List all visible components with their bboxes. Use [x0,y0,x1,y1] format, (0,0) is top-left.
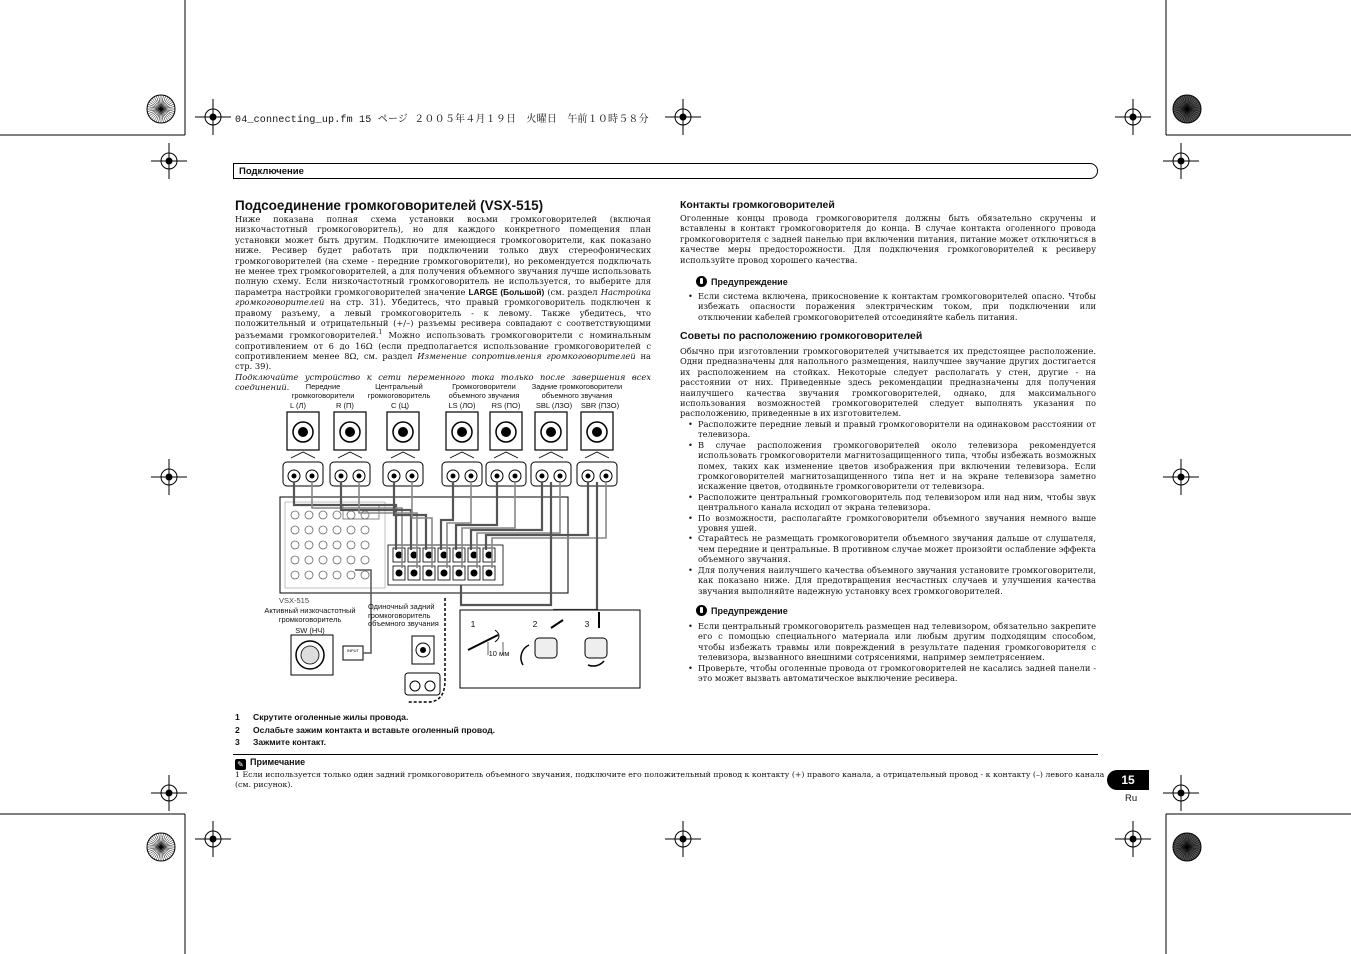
intro-paragraph: Ниже показана полная схема установки восьми громкоговорителей (включая низкочастотный громкоговоритель), но для каждого конкретного помещения план установки может быть другим. Подключите имеющиеся громкоговорители, как показано ниже. Ресивер будет работать при подключении только двух стереофонических громкоговорителей (на схеме - передние громкоговорители), но рекомендуется подключать не менее трех громкоговорителей, а для получения объемного звучания лучше использовать полную схему. Если низкочастотный громкоговоритель не используется, то выберите для параметра настройки громкоговорителей значение LARGE (Большой) (см. раздел Настройка громкоговорителей на стр. 31). Убедитесь, что правый громкоговоритель подключен к правому разъему, а левый громкоговоритель - к левому. Также убедитесь, что положительный и отрицательный (+/–) разъемы ресивера совпадают с соответствующими разъемами громкоговорителей.$^1$ Можно использовать громкоговорители с номинальным сопротивлением от 6 до 16Ω (если предполагается использование громкоговорителей с сопротивлением менее 8Ω, см. раздел Изменение сопротивления громкоговорителей на стр. 39). [235,214,652,372]
speaker-terminal [383,462,423,486]
channel-rs: RS (ПО) [491,401,521,410]
warning-2-heading: Предупреждение [696,605,788,616]
intro-text [235,214,651,393]
input-label: INPUT [347,648,359,653]
warning-1-list [680,291,1096,322]
crosshair-mark [1163,459,1199,495]
speaker [387,412,419,458]
warning-icon [696,276,707,287]
crosshair-mark [195,99,231,135]
speaker-terminal [442,462,482,486]
inset-step-2: 2 [532,619,538,629]
section-tab: Подключение [233,163,1098,179]
channel-sbr: SBR (ПЗО) [580,401,620,410]
sw-channel: SW (НЧ) [295,626,325,635]
crosshair-mark [151,459,187,495]
channel-r: R (П) [336,401,354,410]
speaker [535,412,567,458]
crosshair-mark [151,143,187,179]
warning-1-heading: Предупреждение [696,276,788,287]
speaker [581,412,613,458]
footnote-text: 1 Если используется только один задний громкоговоритель объемного звучания, подключите его положительный провод к контакту (+) правого канала, а отрицательный провод - к контакту (–) левого канала (см. рисунок). [235,770,1105,789]
tips-title: Советы по расположению громкоговорителей [680,330,923,342]
file-header: 04_connecting_up.fm 15 ページ ２００５年４月１９日 火曜日 午前１０時５８分 [235,115,649,126]
mains-warning: Подключайте устройство к сети переменного тока только после завершения всех соединений. [235,371,651,393]
tips-list [680,419,1096,596]
crosshair-mark [1163,143,1199,179]
contacts-title: Контакты громкоговорителей [680,199,835,211]
center-speaker-label: Центральный громкоговоритель [367,382,431,400]
surround-back-speakers-label: Задние громкоговорители объемного звучания [531,382,623,400]
terminal [483,548,495,562]
speaker [287,412,319,458]
terminal [438,548,450,562]
terminal [408,566,420,580]
list-item: • Проверьте, чтобы оголенные провода от громкоговорителей не касались задней панели - это может вызвать автоматическое выключение ресивера. [680,663,1096,684]
page-title: Подсоединение громкоговорителей (VSX-515) [235,198,544,213]
wiring-diagram [233,380,643,710]
terminal [423,548,435,562]
crosshair-mark [151,775,187,811]
terminal [408,548,420,562]
tips-text: Обычно при изготовлении громкоговорителей учитывается их предстоящее расположение. Одни предназначены для напольного размещения, наилучшее звучание других достигается их расположением на стойках. Некоторые следует располагать у стен, другие - на расстоянии от них. Приведенные здесь рекомендации предназначены для получения наилучшего качества звучания громкоговорителей, однако, для максимального использования возможностей громкоговорителей следует выполнять указания по расположению, приведенные в их изготовителем. [680,346,1096,419]
speaker [490,412,522,458]
channel-c: C (Ц) [390,401,410,410]
warning-icon [696,605,707,616]
terminal [393,548,405,562]
list-item: • Расположите центральный громкоговоритель под телевизором или над ним, чтобы звук центрального канала исходил от экрана телевизора. [680,492,1096,513]
terminal [393,566,405,580]
step-item: 2 Ослабьте зажим контакта и вставьте оголенный провод. [235,724,496,735]
speaker [446,412,478,458]
speaker-terminals [283,462,617,486]
page-number: 15 [1107,770,1149,790]
inset-step-1: 1 [470,619,476,629]
crosshair-mark [665,821,701,857]
terminal [468,566,480,580]
speaker-terminal [486,462,526,486]
color-registration-rosette [1173,95,1201,123]
terminal [453,548,465,562]
wiring-steps [235,711,495,749]
channel-sbl: SBL (ЛЗО) [535,401,573,410]
list-item: • Старайтесь не размещать громкоговорители объемного звучания дальше от слушателя, чем передние и центральные. В противном случае может произойти ослабление эффекта объемного звучания. [680,533,1096,564]
list-item: • По возможности, располагайте громкоговорители объемного звучания немного выше уровня ушей. [680,513,1096,534]
color-registration-rosette [147,95,175,123]
speaker-terminal [330,462,370,486]
terminal [483,566,495,580]
step-item: 3 Зажмите контакт. [235,737,327,747]
surround-speakers-label: Громкоговорители объемного звучания [448,382,520,400]
crosshair-mark [1163,775,1199,811]
terminal [468,548,480,562]
channel-l: L (Л) [290,401,306,410]
model-label: VSX-515 [279,596,310,605]
strip-length: 10 мм [488,649,510,658]
color-registration-rosette [147,833,175,861]
inset-step-3: 3 [584,619,590,629]
list-item: • Если центральный громкоговоритель размещен над телевизором, обязательно закрепите его с помощью специального материала или любым другим подходящим способом, чтобы избежать травмы или повреждений в результате падения громкоговорителя с телевизора, вызванного внешними сотрясениями, например землетрясением. [680,621,1096,663]
speaker-row [287,412,613,458]
note-pencil-icon: ✎ [235,759,246,770]
crosshair-mark [665,99,701,135]
terminal [438,566,450,580]
list-item: • В случае расположения громкоговорителей около телевизора рекомендуется использовать громкоговорители магнитозащищенного типа, чтобы избежать возможных помех, таких как изменение цветов изображения при включении телевизора. Если громкоговорителей магнитозащищенного типа нет и на экране телевизора заметно искажение цветов, отодвиньте громкоговорители от телевизора. [680,440,1096,492]
speaker [334,412,366,458]
note-heading: ✎ Примечание [235,757,305,770]
terminal [423,566,435,580]
speaker-terminal [283,462,323,486]
crosshair-mark [195,821,231,857]
footnote-rule [233,754,1098,755]
single-back-label: Одиночный задний громкоговоритель объемного звучания [368,602,439,628]
page-language: Ru [1125,793,1138,804]
terminal [453,566,465,580]
front-speakers-label: Передние громкоговорители [291,382,355,400]
contacts-text: Оголенные концы провода громкоговорителя должны быть обязательно скручены и вставлены в контакт громкоговорителя до конца. В случае контакта оголенного провода громкоговорителя с задней панелью при включении питания, питание может отключиться в качестве меры предосторожности. Для подключения громкоговорителей к ресиверу используйте провод хорошего качества. [680,213,1096,265]
list-item: • Расположите передние левый и правый громкоговорители на одинаковом расстоянии от телевизора. [680,419,1096,440]
crosshair-mark [1115,99,1151,135]
list-item: • Для получения наилучшего качества объемного звучания установите громкоговорители, как показано ниже. Для предотвращения несчастных случаев и улучшения качества звучания выполняйте надежную установку всех громкоговорителей. [680,565,1096,596]
subwoofer-label: Активный низкочастотный громкоговоритель [264,606,356,624]
list-item: • Если система включена, прикосновение к контактам громкоговорителей опасно. Чтобы избежать опасности поражения электрическим током, при подключении или отключении кабелей громкоговорителей отсоединяйте кабель питания. [680,291,1096,322]
channel-ls: LS (ЛО) [448,401,476,410]
crosshair-mark [1115,821,1151,857]
warning-2-list [680,621,1096,683]
step-item: 1 Скрутите оголенные жилы провода. [235,712,409,722]
color-registration-rosette [1173,833,1201,861]
